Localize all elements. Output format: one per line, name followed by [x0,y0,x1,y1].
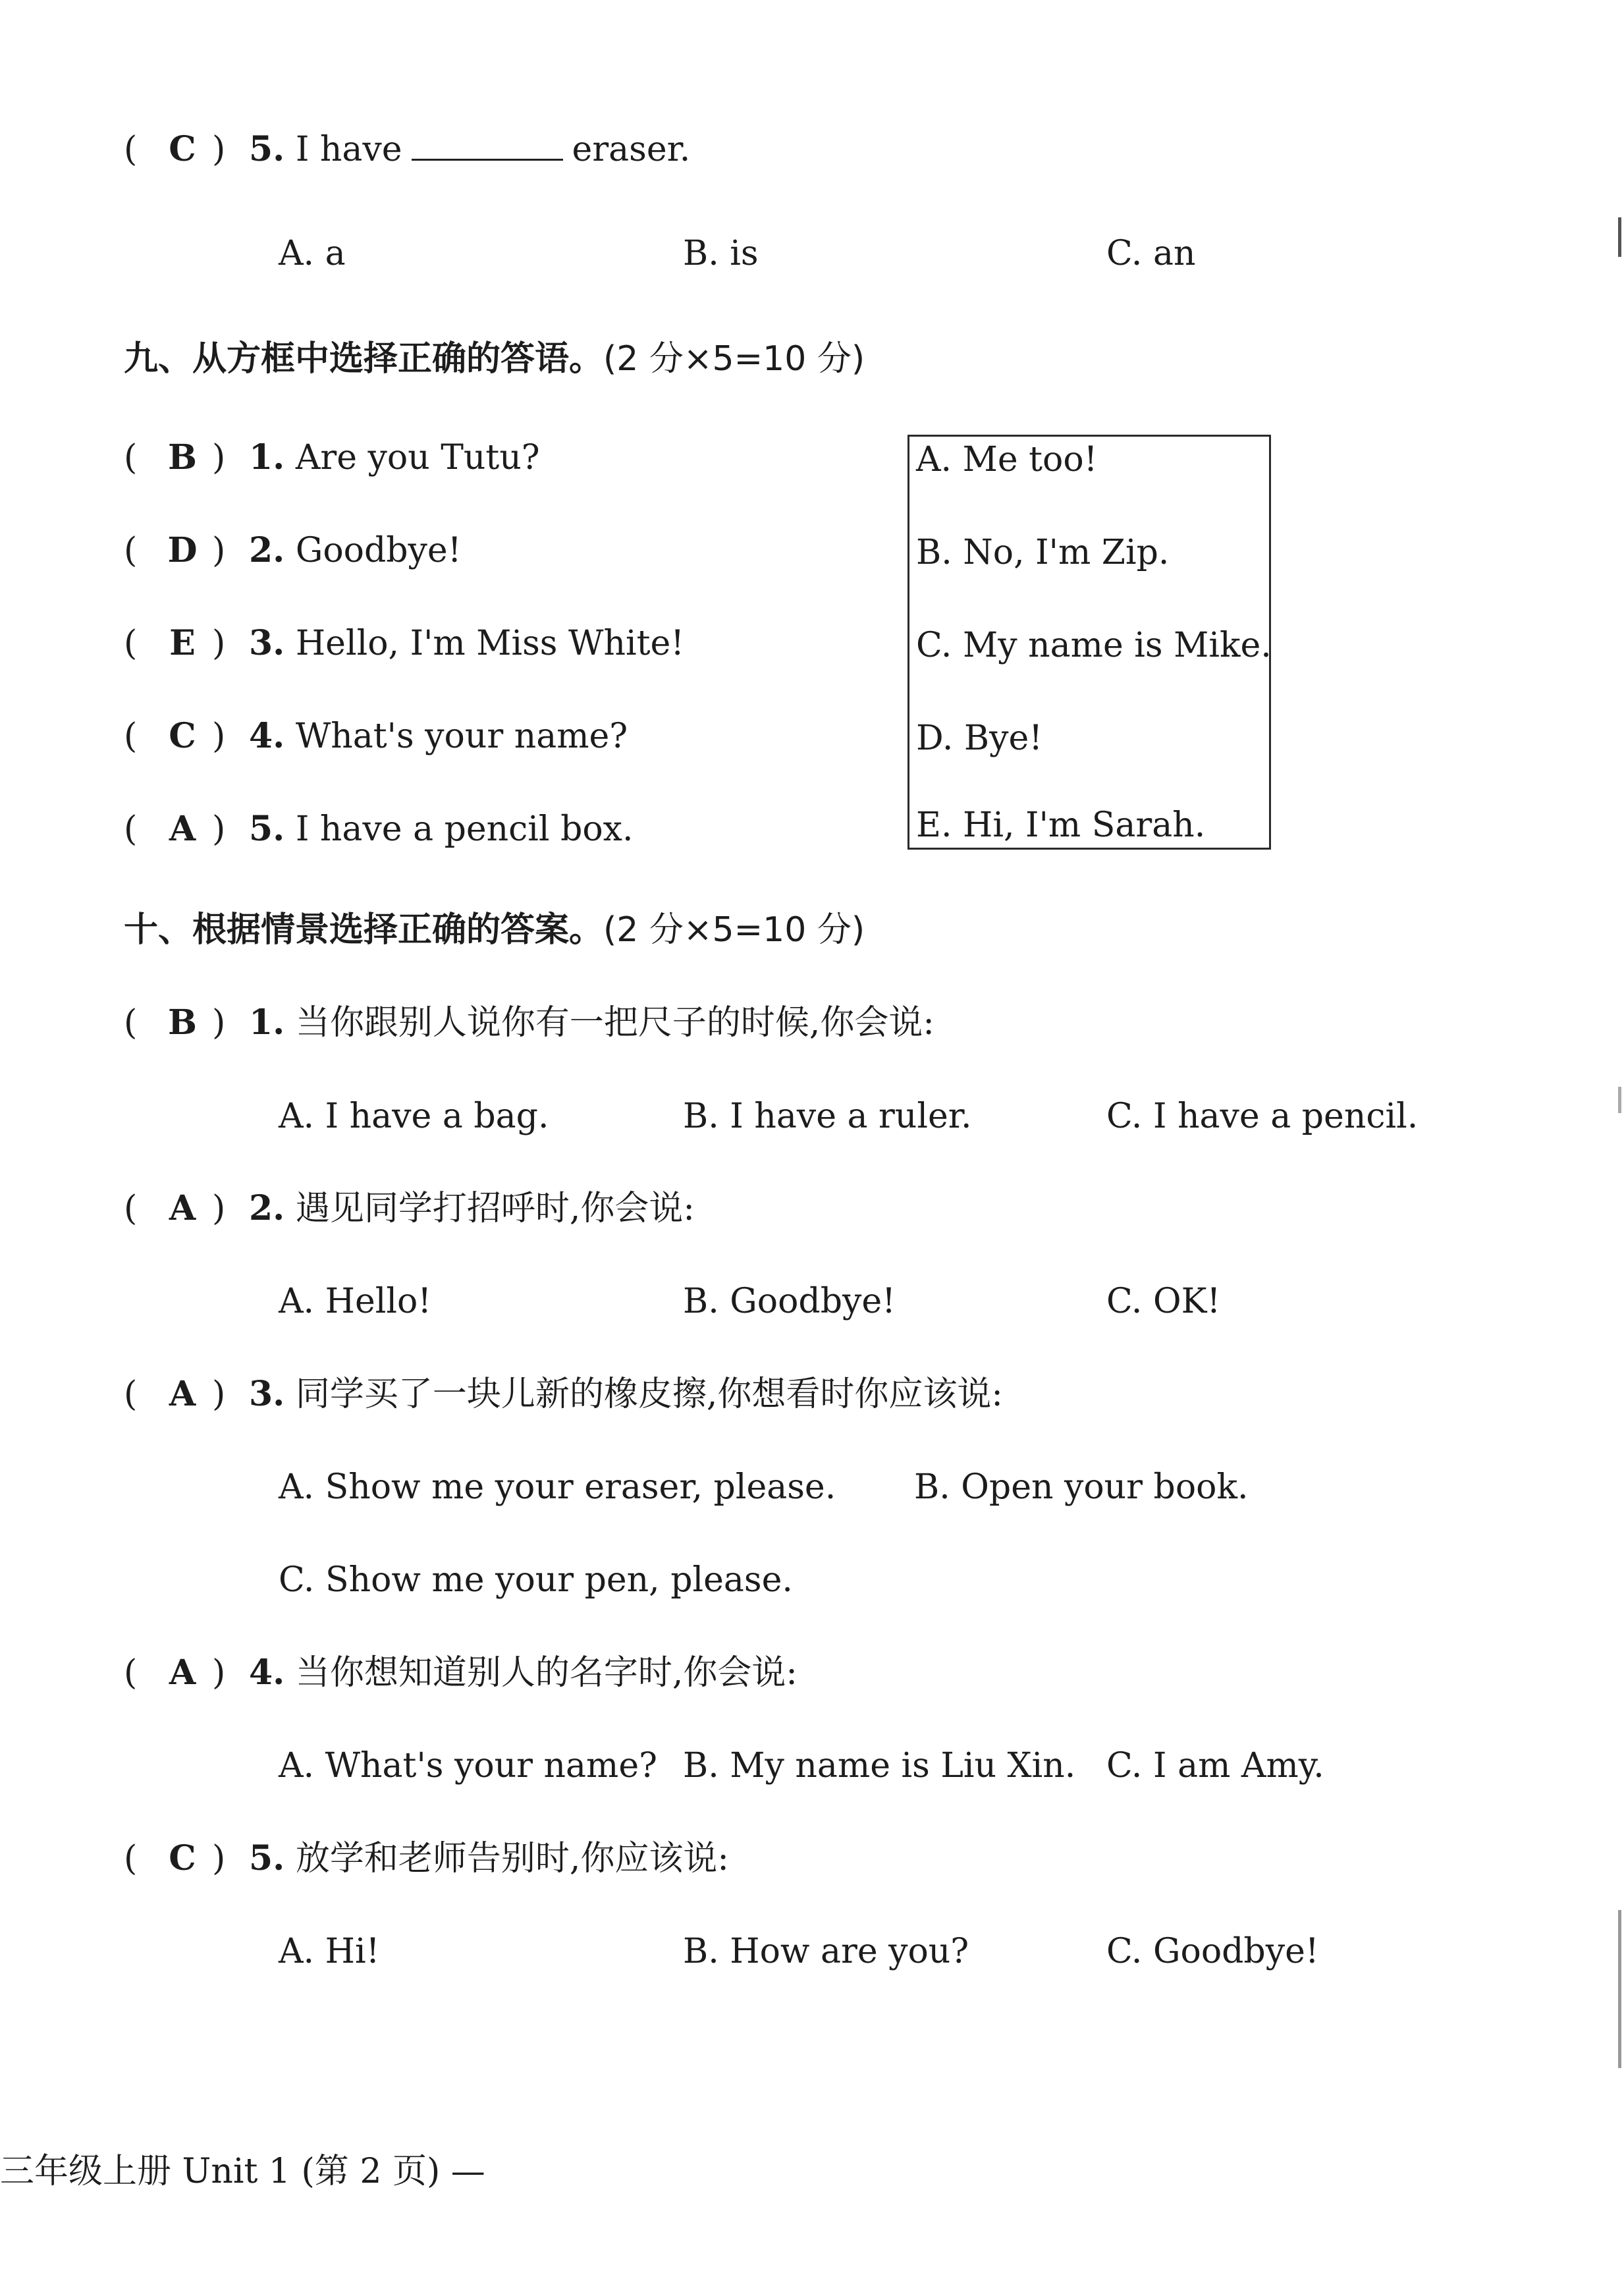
s10-q3-option-b: B. Open your book. [914,1467,1249,1507]
answer-paren: ( A ) [124,1371,249,1417]
question-number: 3. [249,1374,285,1414]
answer-letter: B [168,437,197,478]
s10-q4-option-b: B. My name is Liu Xin. [683,1746,1076,1786]
question-text: 当你想知道别人的名字时,你会说: [295,1653,798,1693]
answer-letter: C [169,129,196,169]
section-10-title: 十、根据情景选择正确的答案。 [124,910,604,950]
question-text: Hello, I'm Miss White! [295,624,685,663]
answer-paren: ( B ) [124,1000,249,1046]
s10-question [124,1836,729,1882]
box-option-a: A. Me too! [916,440,1098,479]
s10-question [124,1186,695,1232]
answer-letter: A [169,809,196,849]
q8-5-option-c: C. an [1106,234,1196,273]
box-option-b: B. No, I'm Zip. [916,533,1170,572]
question-number: 5. [249,1838,285,1878]
question-text: Are you Tutu? [295,438,540,478]
question-text: Goodbye! [295,531,462,570]
section-9-score: (2 分×5=10 分) [603,339,865,379]
section-10-score: (2 分×5=10 分) [603,910,865,950]
s10-q5-option-c: C. Goodbye! [1106,1932,1319,1971]
answer-paren: ( C ) [124,713,249,759]
question-number: 5. [249,129,285,169]
answer-letter: B [168,1002,197,1043]
s10-q5-option-a: A. Hi! [279,1932,380,1971]
s10-q2-option-a: A. Hello! [279,1282,432,1321]
s10-q1-option-b: B. I have a ruler. [683,1097,972,1136]
answer-options-box [907,435,1271,850]
answer-paren: ( E ) [124,620,249,667]
section-9-heading [124,336,865,382]
answer-letter: A [169,1374,196,1414]
answer-paren: ( C ) [124,1836,249,1882]
answer-letter: A [169,1652,196,1693]
question-text: 遇见同学打招呼时,你会说: [295,1189,695,1228]
answer-letter: A [169,1188,196,1228]
s10-q5-option-b: B. How are you? [683,1932,969,1971]
question-number: 1. [249,1002,285,1043]
s10-question [124,1371,1003,1417]
q8-5-stem [124,126,690,173]
answer-letter: E [169,623,196,663]
answer-paren: ( A ) [124,806,249,852]
answer-paren: ( D ) [124,528,249,574]
s10-question [124,1650,798,1696]
box-option-e: E. Hi, I'm Sarah. [916,806,1206,845]
question-text: I have a pencil box. [295,809,634,849]
answer-letter: C [169,1838,196,1878]
answer-letter: D [167,530,198,570]
answer-paren: ( C ) [124,126,249,173]
question-text: 当你跟别人说你有一把尺子的时候,你会说: [295,1003,934,1043]
question-number: 2. [249,530,285,570]
s10-q4-option-a: A. What's your name? [279,1746,657,1786]
scan-edge-mark [1618,1910,1621,2068]
s10-q3-option-a: A. Show me your eraser, please. [279,1467,836,1507]
question-number: 2. [249,1188,285,1228]
s10-q2-option-b: B. Goodbye! [683,1282,896,1321]
q8-5-option-a: A. a [279,234,346,273]
question-text-after: eraser. [572,130,691,169]
fill-blank [412,128,563,161]
question-number: 5. [249,809,285,849]
question-number: 3. [249,623,285,663]
s10-q2-option-c: C. OK! [1106,1282,1221,1321]
section-9-title: 九、从方框中选择正确的答语。 [124,339,604,379]
section-10-heading [124,907,865,953]
s9-question [124,620,684,667]
question-text: What's your name? [295,717,628,756]
answer-paren: ( A ) [124,1650,249,1696]
answer-paren: ( A ) [124,1186,249,1232]
s9-question [124,713,628,759]
s9-question [124,806,634,852]
s10-question [124,1000,934,1046]
page-footer: 三年级上册 Unit 1 (第 2 页) — [0,2152,485,2191]
answer-letter: C [169,716,196,756]
s10-q3-option-c: C. Show me your pen, please. [279,1560,793,1600]
s10-q1-option-a: A. I have a bag. [279,1097,549,1136]
question-number: 4. [249,1652,285,1693]
box-option-d: D. Bye! [916,719,1043,758]
s9-question [124,528,462,574]
scan-edge-mark [1618,217,1621,257]
box-option-c: C. My name is Mike. [916,626,1272,665]
s10-q1-option-c: C. I have a pencil. [1106,1097,1419,1136]
question-text-before: I have [295,130,402,169]
s10-q4-option-c: C. I am Amy. [1106,1746,1324,1786]
s9-question [124,435,540,481]
answer-paren: ( B ) [124,435,249,481]
scan-edge-mark [1618,1087,1621,1113]
question-text: 放学和老师告别时,你应该说: [295,1839,729,1878]
question-number: 4. [249,716,285,756]
question-number: 1. [249,437,285,478]
question-text: 同学买了一块儿新的橡皮擦,你想看时你应该说: [295,1375,1003,1414]
q8-5-option-b: B. is [683,234,759,273]
